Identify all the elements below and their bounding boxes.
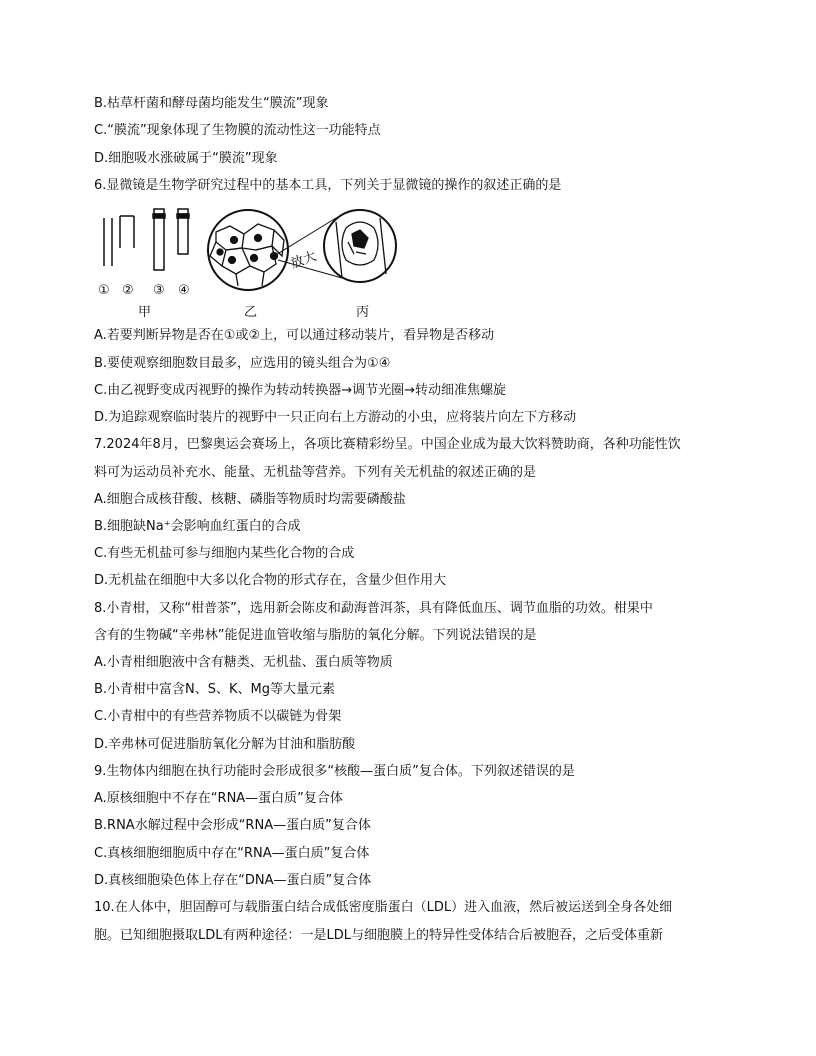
q8-option-c: C.小青柑中的有些营养物质不以碳链为骨架	[94, 709, 342, 724]
q9-stem: 9.生物体内细胞在执行功能时会形成很多“核酸—蛋白质”复合体。下列叙述错误的是	[94, 764, 575, 779]
q10-stem-line2: 胞。已知细胞摄取LDL有两种途径：一是LDL与细胞膜上的特异性受体结合后被胞吞，之后受体重新	[94, 928, 663, 943]
q7-option-d: D.无机盐在细胞中大多以化合物的形式存在，含量少但作用大	[94, 573, 447, 588]
lens-3-icon	[153, 209, 165, 270]
group-label-bing: 丙	[356, 305, 370, 320]
q8-option-b: B.小青柑中富含N、S、K、Mg等大量元素	[94, 682, 336, 697]
q7-option-c: C.有些无机盐可参与细胞内某些化合物的合成	[94, 546, 355, 561]
q8-stem-line1: 8.小青柑，又称“柑普茶”，选用新会陈皮和勐海普洱茶，具有降低血压、调节血脂的功效。柑果中	[94, 601, 653, 616]
q9-option-a: A.原核细胞中不存在“RNA—蛋白质”复合体	[94, 791, 343, 806]
microscope-figure	[98, 204, 398, 322]
q10-stem-line1: 10.在人体中，胆固醇可与载脂蛋白结合成低密度脂蛋白（LDL）进入血液，然后被运送到全身各处细	[94, 900, 673, 915]
lens-2-icon	[120, 216, 134, 248]
q9-option-b: B.RNA水解过程中会形成“RNA—蛋白质”复合体	[94, 818, 371, 833]
lens-4-icon	[177, 209, 189, 254]
group-label-yi: 乙	[244, 305, 258, 320]
q6-stem: 6.显微镜是生物学研究过程中的基本工具，下列关于显微镜的操作的叙述正确的是	[94, 178, 562, 193]
q5-option-d: D.细胞吸水涨破属于“膜流”现象	[94, 151, 278, 166]
lens-label-4: ④	[178, 283, 190, 298]
q7-option-a: A.细胞合成核苷酸、核糖、磷脂等物质时均需要磷酸盐	[94, 492, 406, 507]
q7-option-b: B.细胞缺Na⁺会影响血红蛋白的合成	[94, 519, 301, 534]
lens-label-1: ①	[98, 283, 110, 298]
q6-option-b: B.要使观察细胞数目最多，应选用的镜头组合为①④	[94, 356, 391, 371]
lens-group-jia	[104, 209, 189, 270]
lens-label-2: ②	[122, 283, 134, 298]
q8-stem-line2: 含有的生物碱“辛弗林”能促进血管收缩与脂肪的氧化分解。下列说法错误的是	[94, 628, 537, 643]
lens-label-3: ③	[153, 283, 165, 298]
q7-stem-line1: 7.2024年8月，巴黎奥运会赛场上，各项比赛精彩纷呈。中国企业成为最大饮料赞助商，各种功能性饮	[94, 437, 681, 452]
q7-stem-line2: 料可为运动员补充水、能量、无机盐等营养。下列有关无机盐的叙述正确的是	[94, 465, 537, 480]
q6-option-c: C.由乙视野变成丙视野的操作为转动转换器→调节光圈→转动细准焦螺旋	[94, 383, 506, 398]
q6-option-a: A.若要判断异物是否在①或②上，可以通过移动装片，看异物是否移动	[94, 328, 495, 343]
q9-option-c: C.真核细胞细胞质中存在“RNA—蛋白质”复合体	[94, 846, 370, 861]
magnify-label: 放大	[289, 248, 319, 272]
q8-option-a: A.小青柑细胞液中含有糖类、无机盐、蛋白质等物质	[94, 655, 393, 670]
field-bing-icon	[324, 210, 396, 282]
group-label-jia: 甲	[138, 305, 152, 320]
q5-option-b: B.枯草杆菌和酵母菌均能发生“膜流”现象	[94, 96, 329, 111]
q5-option-c: C.“膜流”现象体现了生物膜的流动性这一功能特点	[94, 123, 381, 138]
q6-option-d: D.为追踪观察临时装片的视野中一只正向右上方游动的小虫，应将装片向左下方移动	[94, 410, 577, 425]
lens-1-icon	[104, 218, 112, 266]
q9-option-d: D.真核细胞染色体上存在“DNA—蛋白质”复合体	[94, 873, 372, 888]
field-yi-icon	[208, 210, 288, 290]
q8-option-d: D.辛弗林可促进脂肪氧化分解为甘油和脂肪酸	[94, 737, 356, 752]
